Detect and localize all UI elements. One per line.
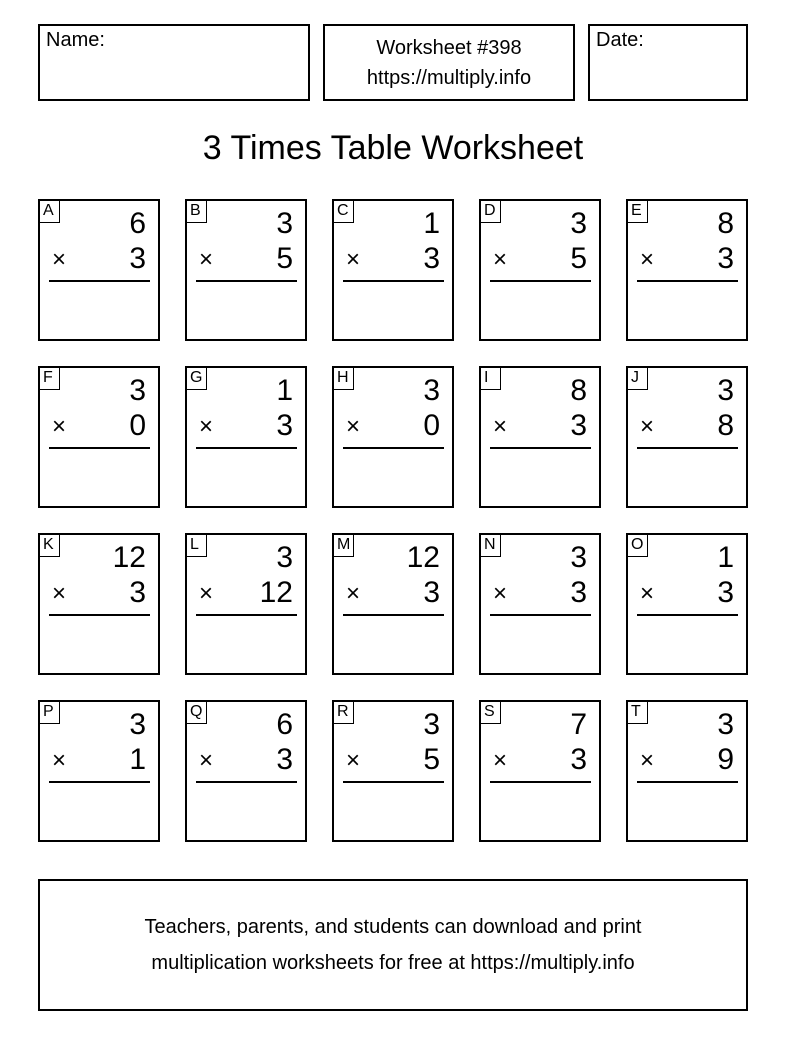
problem-letter: K xyxy=(40,535,60,557)
answer-line xyxy=(49,781,150,783)
multiplier: 3 xyxy=(423,576,440,609)
problem-box xyxy=(332,533,454,675)
answer-line xyxy=(490,614,591,616)
answer-line xyxy=(637,614,738,616)
problem-box xyxy=(38,199,160,341)
problem-letter: F xyxy=(40,368,60,390)
multiplier: 3 xyxy=(570,743,587,776)
multiply-sign-icon: × xyxy=(640,580,655,607)
problem-box xyxy=(479,199,601,341)
multiplicand: 3 xyxy=(717,708,734,741)
answer-line xyxy=(343,447,444,449)
answer-line xyxy=(637,447,738,449)
multiplier: 0 xyxy=(129,409,146,442)
answer-line xyxy=(49,280,150,282)
multiplicand: 3 xyxy=(570,207,587,240)
multiplicand: 1 xyxy=(717,541,734,574)
multiplier: 3 xyxy=(129,242,146,275)
problem-box xyxy=(479,700,601,842)
multiplier: 3 xyxy=(570,409,587,442)
problem-box xyxy=(185,700,307,842)
answer-line xyxy=(49,447,150,449)
multiplier: 3 xyxy=(129,576,146,609)
multiply-sign-icon: × xyxy=(199,747,214,774)
multiplicand: 1 xyxy=(423,207,440,240)
multiply-sign-icon: × xyxy=(52,580,67,607)
problem-letter: T xyxy=(628,702,648,724)
multiplicand: 3 xyxy=(423,708,440,741)
multiplicand: 3 xyxy=(423,374,440,407)
multiplicand: 1 xyxy=(276,374,293,407)
problem-box xyxy=(479,533,601,675)
answer-line xyxy=(343,280,444,282)
multiplier: 12 xyxy=(259,576,293,609)
problem-letter: H xyxy=(334,368,354,390)
problem-letter: J xyxy=(628,368,648,390)
multiplier: 1 xyxy=(129,743,146,776)
multiply-sign-icon: × xyxy=(493,747,508,774)
answer-line xyxy=(196,614,297,616)
multiplicand: 3 xyxy=(276,207,293,240)
multiplier: 9 xyxy=(717,743,734,776)
problem-letter: Q xyxy=(187,702,207,724)
multiply-sign-icon: × xyxy=(640,747,655,774)
problem-letter: M xyxy=(334,535,354,557)
answer-line xyxy=(343,614,444,616)
multiply-sign-icon: × xyxy=(52,413,67,440)
multiply-sign-icon: × xyxy=(199,413,214,440)
worksheet-info-box xyxy=(323,24,575,101)
multiply-sign-icon: × xyxy=(346,246,361,273)
problem-box xyxy=(626,366,748,508)
date-field-box xyxy=(588,24,748,101)
footer-line-1: Teachers, parents, and students can download and print xyxy=(144,916,642,938)
problem-box xyxy=(479,366,601,508)
multiplicand: 3 xyxy=(129,708,146,741)
problem-box xyxy=(626,199,748,341)
worksheet-url: https://multiply.info xyxy=(366,66,532,89)
problem-letter: A xyxy=(40,201,60,223)
multiply-sign-icon: × xyxy=(493,580,508,607)
problem-box xyxy=(626,533,748,675)
multiply-sign-icon: × xyxy=(640,413,655,440)
problem-letter: P xyxy=(40,702,60,724)
problem-box xyxy=(185,199,307,341)
answer-line xyxy=(196,781,297,783)
footer-line-2: multiplication worksheets for free at https://multiply.info xyxy=(151,952,635,974)
page-title: 3 Times Table Worksheet xyxy=(202,129,584,167)
multiply-sign-icon: × xyxy=(640,246,655,273)
problem-letter: I xyxy=(481,368,501,390)
multiplicand: 3 xyxy=(717,374,734,407)
problem-letter: E xyxy=(628,201,648,223)
multiplier: 3 xyxy=(570,576,587,609)
name-field-box xyxy=(38,24,310,101)
problem-box xyxy=(626,700,748,842)
problem-box xyxy=(332,199,454,341)
footer-box xyxy=(38,879,748,1011)
multiplier: 3 xyxy=(717,576,734,609)
problem-box xyxy=(185,366,307,508)
problem-box xyxy=(38,366,160,508)
answer-line xyxy=(490,447,591,449)
multiplier: 3 xyxy=(717,242,734,275)
problem-box xyxy=(185,533,307,675)
multiplicand: 12 xyxy=(112,541,146,574)
answer-line xyxy=(637,280,738,282)
multiplicand: 6 xyxy=(276,708,293,741)
multiplicand: 6 xyxy=(129,207,146,240)
multiplicand: 3 xyxy=(570,541,587,574)
multiply-sign-icon: × xyxy=(346,580,361,607)
problem-box xyxy=(332,366,454,508)
multiply-sign-icon: × xyxy=(346,747,361,774)
problem-letter: C xyxy=(334,201,354,223)
multiply-sign-icon: × xyxy=(52,246,67,273)
problem-box xyxy=(38,700,160,842)
problem-letter: L xyxy=(187,535,207,557)
answer-line xyxy=(49,614,150,616)
multiplicand: 7 xyxy=(570,708,587,741)
date-label: Date: xyxy=(596,29,644,51)
multiplicand: 3 xyxy=(129,374,146,407)
answer-line xyxy=(343,781,444,783)
answer-line xyxy=(490,280,591,282)
multiplicand: 8 xyxy=(717,207,734,240)
answer-line xyxy=(196,280,297,282)
multiplicand: 8 xyxy=(570,374,587,407)
multiply-sign-icon: × xyxy=(199,580,214,607)
multiplier: 3 xyxy=(276,743,293,776)
multiplier: 5 xyxy=(570,242,587,275)
answer-line xyxy=(196,447,297,449)
problem-letter: O xyxy=(628,535,648,557)
multiply-sign-icon: × xyxy=(493,246,508,273)
problem-letter: N xyxy=(481,535,501,557)
problem-letter: R xyxy=(334,702,354,724)
multiplier: 0 xyxy=(423,409,440,442)
answer-line xyxy=(637,781,738,783)
problem-letter: D xyxy=(481,201,501,223)
multiplier: 3 xyxy=(276,409,293,442)
multiply-sign-icon: × xyxy=(199,246,214,273)
problem-letter: S xyxy=(481,702,501,724)
multiplier: 5 xyxy=(423,743,440,776)
multiply-sign-icon: × xyxy=(493,413,508,440)
problem-letter: B xyxy=(187,201,207,223)
problem-box xyxy=(38,533,160,675)
multiply-sign-icon: × xyxy=(346,413,361,440)
multiplier: 3 xyxy=(423,242,440,275)
problem-box xyxy=(332,700,454,842)
multiplicand: 12 xyxy=(406,541,440,574)
problem-letter: G xyxy=(187,368,207,390)
worksheet-number: Worksheet #398 xyxy=(376,36,522,59)
multiply-sign-icon: × xyxy=(52,747,67,774)
answer-line xyxy=(490,781,591,783)
multiplier: 8 xyxy=(717,409,734,442)
multiplier: 5 xyxy=(276,242,293,275)
multiplicand: 3 xyxy=(276,541,293,574)
name-label: Name: xyxy=(46,29,105,51)
